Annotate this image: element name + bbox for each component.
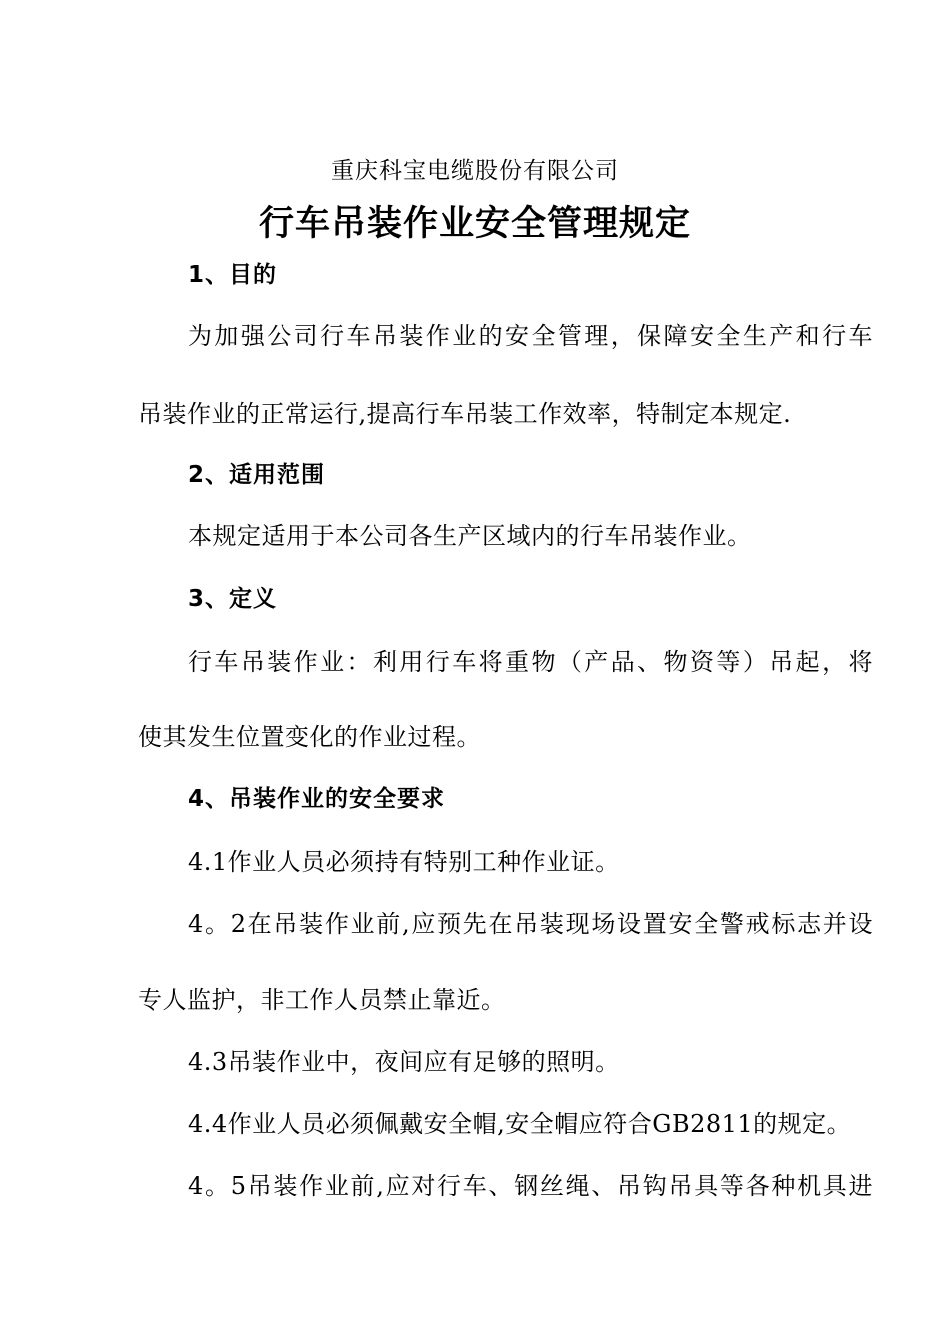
section-heading-purpose: 1、目的 <box>188 262 278 288</box>
section-heading-scope: 2、适用范围 <box>188 462 326 488</box>
requirement-item: 4.1作业人员必须持有特别工种作业证。 <box>188 848 620 876</box>
section-heading-definition: 3、定义 <box>188 586 278 612</box>
paragraph-line: 吊装作业的正常运行,提高行车吊装工作效率，特制定本规定. <box>138 400 792 428</box>
requirement-item-continuation: 专人监护，非工作人员禁止靠近。 <box>138 986 506 1014</box>
requirement-item: 4.4作业人员必须佩戴安全帽,安全帽应符合GB2811的规定。 <box>188 1110 852 1138</box>
company-name: 重庆科宝电缆股份有限公司 <box>331 158 619 184</box>
paragraph-line: 使其发生位置变化的作业过程。 <box>138 723 481 751</box>
paragraph-line: 行车吊装作业：利用行车将重物（产品、物资等）吊起，将 <box>188 648 873 676</box>
paragraph-line: 本规定适用于本公司各生产区域内的行车吊装作业。 <box>188 522 752 550</box>
document-title: 行车吊装作业安全管理规定 <box>258 204 691 244</box>
section-heading-requirements: 4、吊装作业的安全要求 <box>188 786 446 812</box>
requirement-item: 4。5吊装作业前,应对行车、钢丝绳、吊钩吊具等各种机具进 <box>188 1172 873 1200</box>
requirement-item: 4.3吊装作业中，夜间应有足够的照明。 <box>188 1048 620 1076</box>
paragraph-line: 为加强公司行车吊装作业的安全管理，保障安全生产和行车 <box>188 322 873 350</box>
requirement-item: 4。2在吊装作业前,应预先在吊装现场设置安全警戒标志并设 <box>188 910 873 938</box>
